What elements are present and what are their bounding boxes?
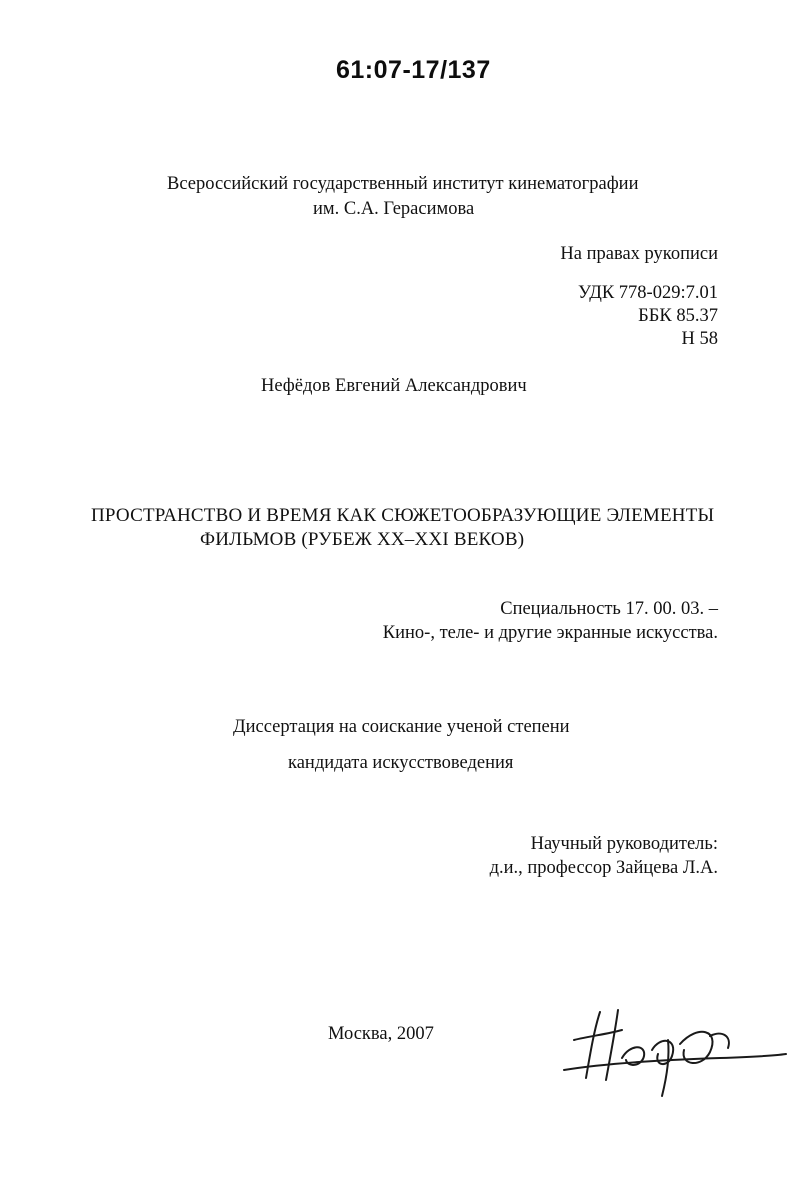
bbk-code: ББК 85.37	[638, 306, 718, 326]
degree-statement: Диссертация на соискание ученой степени	[233, 717, 570, 737]
dissertation-title-line-1: ПРОСТРАНСТВО И ВРЕМЯ КАК СЮЖЕТООБРАЗУЮЩИЕ ЭЛЕМЕНТЫ	[91, 505, 715, 526]
author-mark-code: Н 58	[681, 329, 718, 349]
dissertation-title-line-2: ФИЛЬМОВ (РУБЕЖ XX–XXI ВЕКОВ)	[200, 529, 525, 550]
place-and-year: Москва, 2007	[328, 1024, 434, 1044]
udk-code: УДК 778-029:7.01	[578, 283, 718, 303]
supervisor-label: Научный руководитель:	[530, 834, 718, 854]
archive-stamp-code: 61:07-17/137	[336, 56, 491, 84]
manuscript-rights-label: На правах рукописи	[560, 244, 718, 264]
supervisor-name: д.и., профессор Зайцева Л.А.	[489, 858, 718, 878]
handwritten-signature	[560, 1000, 790, 1100]
degree-field: кандидата искусствоведения	[288, 753, 514, 773]
institution-name: Всероссийский государственный институт кинематографии	[167, 174, 639, 194]
author-name: Нефёдов Евгений Александрович	[261, 376, 527, 396]
specialty-code: Специальность 17. 00. 03. –	[500, 599, 718, 619]
specialty-name: Кино-, теле- и другие экранные искусства.	[382, 623, 718, 643]
institution-honorific: им. С.А. Герасимова	[313, 199, 475, 219]
